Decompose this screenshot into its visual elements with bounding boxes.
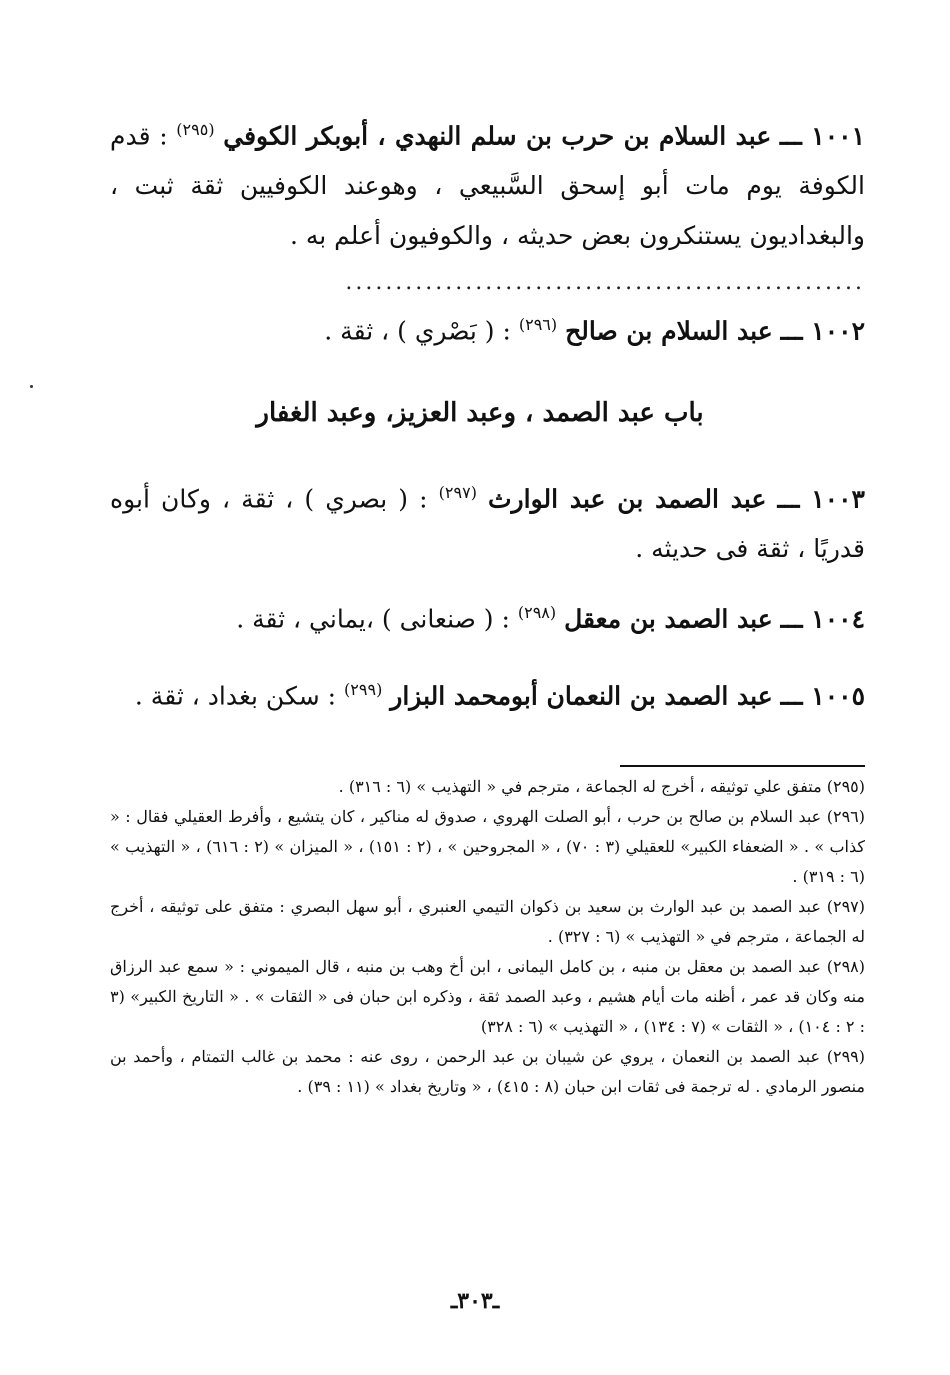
entry-name: عبد السلام بن حرب بن سلم النهدي ، أبوبكر الكوفي [223,121,772,151]
entry-text: : ( بصري ) ، ثقة ، وكان أبوه قدريًا ، ثقة فى حديثه . [110,484,865,564]
entry-1003 [110,468,865,574]
footnote-ref: (٢٩٨) [517,603,557,622]
entry-number: ١٠٠٢ ـــ [780,316,865,346]
footnote-ref: (٢٩٧) [438,483,477,502]
entry-text: : ( بَصْري ) ، ثقة . [324,316,511,346]
footnote-ref: (٢٩٥) [176,120,215,139]
entry-number: ١٠٠٤ ـــ [780,604,865,634]
page-number: ـ٣٠٣ـ [450,1288,500,1314]
footnote-296: (٢٩٦) عبد السلام بن صالح بن حرب ، أبو الصلت الهروي ، صدوق له مناكير ، كان يتشيع ، وأفرط العقيلي فقال : « كذاب » . « الضعفاء الكبير» للعقيلي (٣ : ٧٠) ، « المجروحين » ، (٢ : ١٥١) ، « الميزان » (٢ : ٦١٦) ، « التهذيب » (٦ : ٣١٩) . [110,807,866,886]
entry-name: عبد الصمد بن عبد الوارث [488,484,767,514]
footnote-rule [620,765,865,767]
entry-name: عبد الصمد بن النعمان أبومحمد البزار [390,681,773,711]
footnote-297: (٢٩٧) عبد الصمد بن عبد الوارث بن سعيد بن ذكوان التيمي العنبري ، أبو سهل البصري : متفق على توثيقه ، أخرج له الجماعة ، مترجم في « التهذيب » (٦ : ٣٢٧) . [110,897,865,946]
footnotes [110,772,865,1102]
entry-text: : سكن بغداد ، ثقة . [134,681,337,711]
section-heading: باب عبد الصمد ، وعبد العزيز، وعبد الغفار [256,398,704,428]
entry-number: ١٠٠٥ ـــ [780,681,865,711]
entry-1001 [110,105,865,261]
entry-number: ١٠٠٣ ـــ [777,484,865,514]
footnote-299: (٢٩٩) عبد الصمد بن النعمان ، يروي عن شيبان بن عبد الرحمن ، روى عنه : محمد بن غالب التمتام ، وأحمد بن منصور الرمادي . له ترجمة فى ثقات ابن حبان (٨ : ٤١٥) ، « وتاريخ بغداد » (١١ : ٣٩) . [110,1047,865,1096]
footnote-298: (٢٩٨) عبد الصمد بن معقل بن منبه ، بن كامل اليمانى ، ابن أخ وهب بن منبه ، قال الميموني : « سمع عبد الرزاق منه وكان قد عمر ، أظنه مات أيام هشيم ، وعبد الصمد ثقة ، وذكره ابن حبان فى « الثقات » . « التاريخ الكبير» (٣ : ٢ : ١٠٤) ، « الثقات » (٧ : ١٣٤) ، « التهذيب » (٦ : ٣٢٨) [110,957,865,1036]
entry-number: ١٠٠١ ـــ [779,121,865,151]
footnote-ref: (٢٩٩) [344,680,383,699]
entry-name: عبد الصمد بن معقل [564,604,773,634]
footnote-ref: (٢٩٦) [518,315,558,334]
entry-text: : ( صنعانى ) ،يماني ، ثقة . [236,604,510,634]
dotted-separator: .................................................... [345,270,865,295]
entry-1004 [110,588,865,644]
scan-speck [30,385,33,388]
entry-text: : قدم الكوفة يوم مات أبو إسحق السَّبيعي ، وهوعند الكوفيين ثقة ثبت ، والبغداديون يستنكرون بعض حديثه ، والكوفيون أعلم به . [110,121,865,251]
entry-1002 [110,300,865,356]
footnote-295: (٢٩٥) متفق علي توثيقه ، أخرج له الجماعة ، مترجم في « التهذيب » (٦ : ٣١٦) . [338,777,865,796]
entry-name: عبد السلام بن صالح [565,316,773,346]
entry-1005 [110,665,865,721]
